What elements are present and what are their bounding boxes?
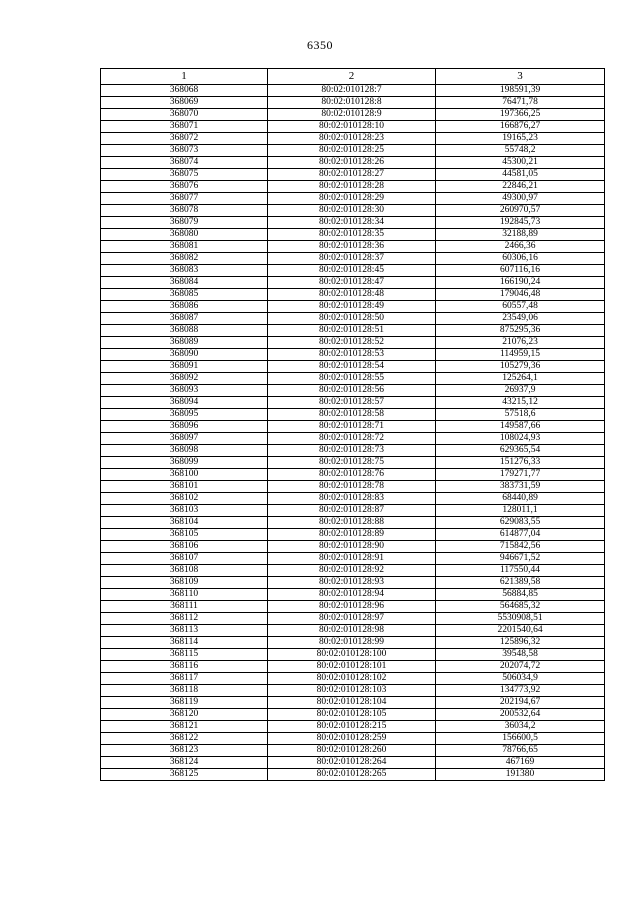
cadastral-number-cell: 80:02:010128:96 [268,601,436,613]
row-number-cell: 368079 [101,217,268,229]
row-number-cell: 368076 [101,181,268,193]
cadastral-number-cell: 80:02:010128:57 [268,397,436,409]
row-number-cell: 368107 [101,553,268,565]
value-cell: 108024,93 [436,433,605,445]
cadastral-number-cell: 80:02:010128:73 [268,445,436,457]
cadastral-number-cell: 80:02:010128:53 [268,349,436,361]
table-row [101,745,605,757]
row-number-cell: 368077 [101,193,268,205]
table-row [101,109,605,121]
cadastral-number-cell: 80:02:010128:265 [268,769,436,781]
table-row [101,205,605,217]
table-row [101,721,605,733]
row-number-cell: 368088 [101,325,268,337]
cadastral-number-cell: 80:02:010128:94 [268,589,436,601]
value-cell: 76471,78 [436,97,605,109]
cadastral-number-cell: 80:02:010128:8 [268,97,436,109]
row-number-cell: 368103 [101,505,268,517]
value-cell: 156600,5 [436,733,605,745]
row-number-cell: 368106 [101,541,268,553]
value-cell: 60557,48 [436,301,605,313]
cadastral-number-cell: 80:02:010128:215 [268,721,436,733]
table-row [101,217,605,229]
table-row [101,505,605,517]
table-row [101,601,605,613]
row-number-cell: 368119 [101,697,268,709]
cadastral-number-cell: 80:02:010128:45 [268,265,436,277]
cadastral-number-cell: 80:02:010128:98 [268,625,436,637]
row-number-cell: 368074 [101,157,268,169]
table-row [101,193,605,205]
cadastral-number-cell: 80:02:010128:25 [268,145,436,157]
cadastral-number-cell: 80:02:010128:89 [268,529,436,541]
table-row [101,397,605,409]
value-cell: 564685,32 [436,601,605,613]
row-number-cell: 368086 [101,301,268,313]
table-row [101,709,605,721]
table-row [101,673,605,685]
row-number-cell: 368123 [101,745,268,757]
table-row [101,733,605,745]
table-row [101,301,605,313]
data-table [100,68,605,781]
cadastral-number-cell: 80:02:010128:52 [268,337,436,349]
value-cell: 629083,55 [436,517,605,529]
cadastral-number-cell: 80:02:010128:88 [268,517,436,529]
row-number-cell: 368098 [101,445,268,457]
row-number-cell: 368080 [101,229,268,241]
value-cell: 128011,1 [436,505,605,517]
value-cell: 60306,16 [436,253,605,265]
value-cell: 43215,12 [436,397,605,409]
row-number-cell: 368093 [101,385,268,397]
cadastral-number-cell: 80:02:010128:93 [268,577,436,589]
cadastral-number-cell: 80:02:010128:26 [268,157,436,169]
table-row [101,409,605,421]
table-row [101,649,605,661]
row-number-cell: 368078 [101,205,268,217]
row-number-cell: 368113 [101,625,268,637]
page-number: 6350 [307,38,333,52]
table-row [101,421,605,433]
value-cell: 21076,23 [436,337,605,349]
row-number-cell: 368114 [101,637,268,649]
table-row [101,493,605,505]
column-header-1: 1 [101,69,268,85]
cadastral-number-cell: 80:02:010128:78 [268,481,436,493]
cadastral-number-cell: 80:02:010128:23 [268,133,436,145]
table-row [101,337,605,349]
table-row [101,313,605,325]
value-cell: 39548,58 [436,649,605,661]
table-row [101,277,605,289]
row-number-cell: 368124 [101,757,268,769]
table-row [101,253,605,265]
cadastral-number-cell: 80:02:010128:51 [268,325,436,337]
cadastral-number-cell: 80:02:010128:54 [268,361,436,373]
column-header-2: 2 [268,69,436,85]
value-cell: 57518,6 [436,409,605,421]
row-number-cell: 368087 [101,313,268,325]
value-cell: 621389,58 [436,577,605,589]
value-cell: 629365,54 [436,445,605,457]
value-cell: 875295,36 [436,325,605,337]
cadastral-number-cell: 80:02:010128:90 [268,541,436,553]
cadastral-number-cell: 80:02:010128:99 [268,637,436,649]
row-number-cell: 368099 [101,457,268,469]
table-row [101,85,605,97]
cadastral-number-cell: 80:02:010128:87 [268,505,436,517]
cadastral-number-cell: 80:02:010128:71 [268,421,436,433]
value-cell: 68440,89 [436,493,605,505]
value-cell: 125264,1 [436,373,605,385]
table-row [101,565,605,577]
column-header-3: 3 [436,69,605,85]
row-number-cell: 368071 [101,121,268,133]
row-number-cell: 368090 [101,349,268,361]
cadastral-number-cell: 80:02:010128:29 [268,193,436,205]
table-row [101,181,605,193]
table-row [101,325,605,337]
table-row [101,457,605,469]
row-number-cell: 368084 [101,277,268,289]
row-number-cell: 368095 [101,409,268,421]
value-cell: 179046,48 [436,289,605,301]
value-cell: 56884,85 [436,589,605,601]
value-cell: 49300,97 [436,193,605,205]
cadastral-number-cell: 80:02:010128:104 [268,697,436,709]
cadastral-number-cell: 80:02:010128:92 [268,565,436,577]
row-number-cell: 368073 [101,145,268,157]
value-cell: 197366,25 [436,109,605,121]
cadastral-number-cell: 80:02:010128:58 [268,409,436,421]
cadastral-number-cell: 80:02:010128:7 [268,85,436,97]
cadastral-number-cell: 80:02:010128:28 [268,181,436,193]
value-cell: 114959,15 [436,349,605,361]
cadastral-number-cell: 80:02:010128:27 [268,169,436,181]
table-row [101,373,605,385]
row-number-cell: 368109 [101,577,268,589]
value-cell: 134773,92 [436,685,605,697]
value-cell: 22846,21 [436,181,605,193]
value-cell: 151276,33 [436,457,605,469]
row-number-cell: 368082 [101,253,268,265]
row-number-cell: 368110 [101,589,268,601]
cadastral-number-cell: 80:02:010128:91 [268,553,436,565]
cadastral-number-cell: 80:02:010128:50 [268,313,436,325]
cadastral-number-cell: 80:02:010128:260 [268,745,436,757]
value-cell: 45300,21 [436,157,605,169]
cadastral-number-cell: 80:02:010128:56 [268,385,436,397]
row-number-cell: 368083 [101,265,268,277]
value-cell: 166876,27 [436,121,605,133]
cadastral-number-cell: 80:02:010128:36 [268,241,436,253]
table-row [101,97,605,109]
value-cell: 26937,9 [436,385,605,397]
value-cell: 125896,32 [436,637,605,649]
row-number-cell: 368111 [101,601,268,613]
table-row [101,469,605,481]
value-cell: 55748,2 [436,145,605,157]
value-cell: 2466,36 [436,241,605,253]
row-number-cell: 368122 [101,733,268,745]
cadastral-number-cell: 80:02:010128:10 [268,121,436,133]
cadastral-number-cell: 80:02:010128:101 [268,661,436,673]
row-number-cell: 368117 [101,673,268,685]
value-cell: 614877,04 [436,529,605,541]
row-number-cell: 368116 [101,661,268,673]
row-number-cell: 368089 [101,337,268,349]
table-row [101,685,605,697]
row-number-cell: 368118 [101,685,268,697]
cadastral-number-cell: 80:02:010128:72 [268,433,436,445]
cadastral-number-cell: 80:02:010128:30 [268,205,436,217]
value-cell: 149587,66 [436,421,605,433]
row-number-cell: 368081 [101,241,268,253]
row-number-cell: 368120 [101,709,268,721]
row-number-cell: 368100 [101,469,268,481]
value-cell: 192845,73 [436,217,605,229]
cadastral-number-cell: 80:02:010128:55 [268,373,436,385]
row-number-cell: 368112 [101,613,268,625]
table-row [101,625,605,637]
table-row [101,697,605,709]
value-cell: 198591,39 [436,85,605,97]
row-number-cell: 368091 [101,361,268,373]
value-cell: 715842,56 [436,541,605,553]
table-row [101,757,605,769]
value-cell: 23549,06 [436,313,605,325]
table-row [101,589,605,601]
table-row [101,229,605,241]
row-number-cell: 368101 [101,481,268,493]
table-row [101,637,605,649]
table-row [101,265,605,277]
row-number-cell: 368096 [101,421,268,433]
row-number-cell: 368075 [101,169,268,181]
value-cell: 202194,67 [436,697,605,709]
cadastral-number-cell: 80:02:010128:259 [268,733,436,745]
row-number-cell: 368121 [101,721,268,733]
table-row [101,553,605,565]
table-row [101,289,605,301]
table-row [101,577,605,589]
table-row [101,433,605,445]
row-number-cell: 368104 [101,517,268,529]
row-number-cell: 368068 [101,85,268,97]
value-cell: 19165,23 [436,133,605,145]
table-row [101,169,605,181]
row-number-cell: 368072 [101,133,268,145]
cadastral-number-cell: 80:02:010128:105 [268,709,436,721]
row-number-cell: 368105 [101,529,268,541]
value-cell: 946671,52 [436,553,605,565]
cadastral-number-cell: 80:02:010128:103 [268,685,436,697]
row-number-cell: 368085 [101,289,268,301]
table-row [101,481,605,493]
cadastral-number-cell: 80:02:010128:9 [268,109,436,121]
row-number-cell: 368070 [101,109,268,121]
cadastral-number-cell: 80:02:010128:47 [268,277,436,289]
cadastral-number-cell: 80:02:010128:76 [268,469,436,481]
cadastral-number-cell: 80:02:010128:75 [268,457,436,469]
row-number-cell: 368125 [101,769,268,781]
value-cell: 467169 [436,757,605,769]
value-cell: 200532,64 [436,709,605,721]
table-body [101,85,605,781]
cadastral-number-cell: 80:02:010128:49 [268,301,436,313]
table-row [101,445,605,457]
table-row [101,361,605,373]
value-cell: 32188,89 [436,229,605,241]
table-row [101,517,605,529]
value-cell: 383731,59 [436,481,605,493]
value-cell: 2201540,64 [436,625,605,637]
value-cell: 5530908,51 [436,613,605,625]
value-cell: 260970,57 [436,205,605,217]
table-row [101,661,605,673]
cadastral-number-cell: 80:02:010128:102 [268,673,436,685]
table-row [101,241,605,253]
row-number-cell: 368115 [101,649,268,661]
row-number-cell: 368069 [101,97,268,109]
cadastral-number-cell: 80:02:010128:48 [268,289,436,301]
value-cell: 44581,05 [436,169,605,181]
value-cell: 607116,16 [436,265,605,277]
table-row [101,541,605,553]
row-number-cell: 368108 [101,565,268,577]
table-row [101,145,605,157]
table-row [101,133,605,145]
value-cell: 105279,36 [436,361,605,373]
cadastral-number-cell: 80:02:010128:35 [268,229,436,241]
value-cell: 117550,44 [436,565,605,577]
table-row [101,769,605,781]
value-cell: 506034,9 [436,673,605,685]
row-number-cell: 368092 [101,373,268,385]
header-row [101,69,605,85]
table-row [101,529,605,541]
row-number-cell: 368102 [101,493,268,505]
cadastral-number-cell: 80:02:010128:264 [268,757,436,769]
table-row [101,349,605,361]
table-row [101,121,605,133]
row-number-cell: 368094 [101,397,268,409]
value-cell: 78766,65 [436,745,605,757]
cadastral-number-cell: 80:02:010128:97 [268,613,436,625]
value-cell: 202074,72 [436,661,605,673]
table-row [101,385,605,397]
value-cell: 36034,2 [436,721,605,733]
cadastral-number-cell: 80:02:010128:34 [268,217,436,229]
cadastral-number-cell: 80:02:010128:37 [268,253,436,265]
table-header [101,69,605,85]
value-cell: 191380 [436,769,605,781]
value-cell: 166190,24 [436,277,605,289]
table-row [101,613,605,625]
table-row [101,157,605,169]
cadastral-number-cell: 80:02:010128:100 [268,649,436,661]
cadastral-number-cell: 80:02:010128:83 [268,493,436,505]
value-cell: 179271,77 [436,469,605,481]
row-number-cell: 368097 [101,433,268,445]
